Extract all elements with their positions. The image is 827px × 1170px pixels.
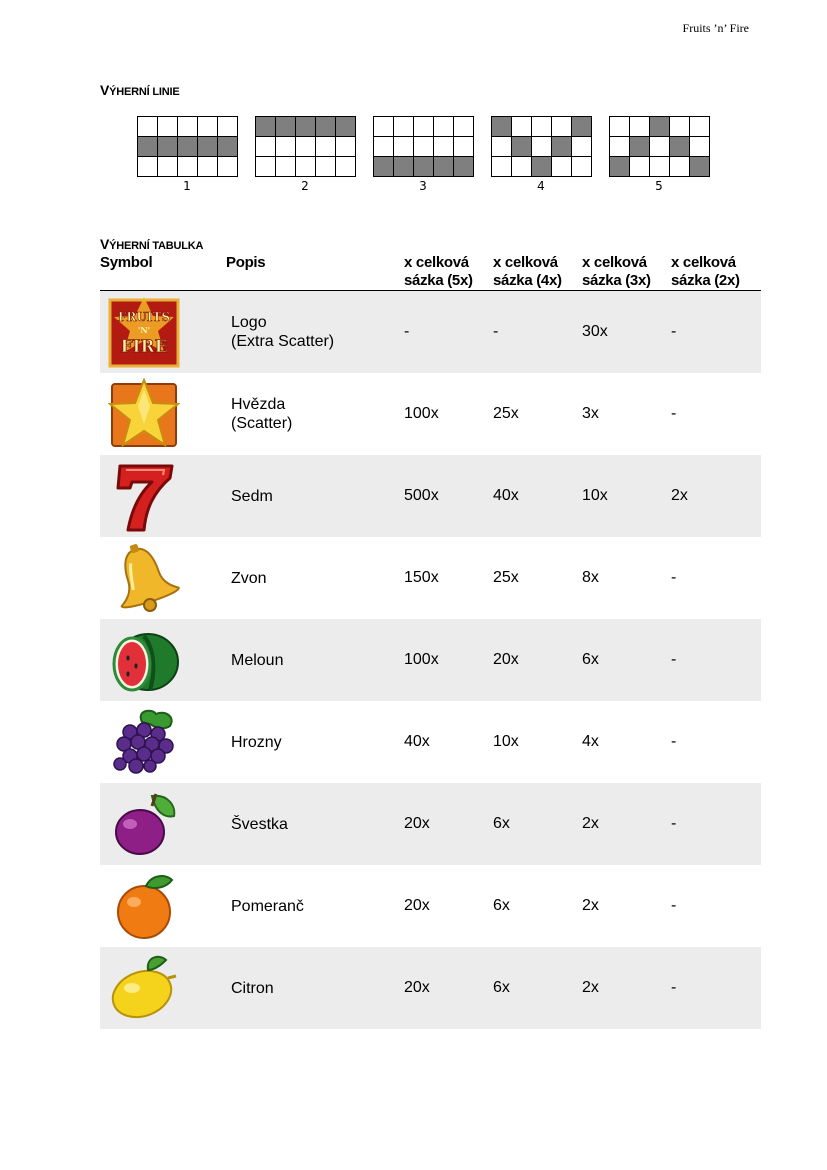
payline-cell-active xyxy=(492,117,512,137)
payline-cell-active xyxy=(316,117,336,137)
payout-4x-value: 10x xyxy=(493,733,519,750)
payline-cell xyxy=(158,157,178,177)
payline-cell xyxy=(374,137,394,157)
symbol-name: Sedm xyxy=(231,487,273,505)
symbol-name: Pomeranč xyxy=(231,897,304,915)
header-payout-2x xyxy=(671,254,740,290)
payline-cell xyxy=(276,137,296,157)
payout-2x-value: - xyxy=(671,733,677,750)
symbol-description xyxy=(231,455,273,537)
payline-cell-active xyxy=(178,137,198,157)
payout-3x-value: 8x xyxy=(582,569,599,586)
payline-grid xyxy=(491,116,592,177)
header-payout-3x-line1: x celková xyxy=(582,254,647,271)
payline-cell xyxy=(138,157,158,177)
payline-number: 1 xyxy=(183,179,191,193)
symbol-name: Citron xyxy=(231,979,274,997)
paytable-row xyxy=(100,619,761,701)
header-payout-3x xyxy=(582,254,651,290)
symbol-subtitle: (Extra Scatter) xyxy=(231,333,335,350)
header-payout-4x xyxy=(493,254,562,290)
paylines-diagram xyxy=(137,116,717,196)
payline-cell xyxy=(336,157,356,177)
header-payout-4x-line2: sázka (4x) xyxy=(493,272,562,289)
payout-5x-value: 20x xyxy=(404,979,430,996)
symbol-name: Zvon xyxy=(231,569,267,587)
paytable-rows xyxy=(100,291,761,1029)
payout-5x-value: 500x xyxy=(404,487,439,504)
payout-3x-value: 6x xyxy=(582,651,599,668)
payline-cell-active xyxy=(218,137,238,157)
paytable-row xyxy=(100,373,761,455)
payout-2x-value: - xyxy=(671,405,677,422)
payout-2x-value: - xyxy=(671,979,677,996)
payout-2x-value: - xyxy=(671,323,677,340)
paytable-row xyxy=(100,455,761,537)
payline-cell xyxy=(454,117,474,137)
payline-cell xyxy=(610,137,630,157)
payout-3x-value: 2x xyxy=(582,897,599,914)
payline-cell xyxy=(218,157,238,177)
paylines-title xyxy=(100,82,179,98)
payline-number: 4 xyxy=(537,179,545,193)
payline-cell-active xyxy=(374,157,394,177)
fruits-n-fire-logo-icon xyxy=(108,296,180,368)
payout-5x-value: - xyxy=(404,323,410,340)
payline-cell xyxy=(630,157,650,177)
payline-cell xyxy=(552,117,572,137)
payout-4x-value: 40x xyxy=(493,487,519,504)
payout-5x-value: 40x xyxy=(404,733,430,750)
payline-cell xyxy=(650,157,670,177)
symbol-name: Logo xyxy=(231,314,267,331)
payline-cell xyxy=(434,117,454,137)
paylines-title-rest: ÝHERNÍ LINIE xyxy=(109,86,180,98)
symbol-description xyxy=(231,619,283,701)
payline-cell xyxy=(492,137,512,157)
payline-cell xyxy=(178,117,198,137)
payout-5x-value: 100x xyxy=(404,651,439,668)
symbol-description xyxy=(231,373,292,455)
symbol-description xyxy=(231,783,288,865)
payout-2x-value: - xyxy=(671,815,677,832)
header-payout-5x-line1: x celková xyxy=(404,254,469,271)
payout-2x-value: 2x xyxy=(671,487,688,504)
symbol-description xyxy=(231,865,304,947)
payline-cell xyxy=(336,137,356,157)
payline-cell xyxy=(610,117,630,137)
payout-4x-value: 25x xyxy=(493,405,519,422)
payline-grid xyxy=(373,116,474,177)
document-header-title: Fruits ’n’ Fire xyxy=(682,21,749,35)
payline-cell xyxy=(512,157,532,177)
payline-cell-active xyxy=(532,157,552,177)
payline-2 xyxy=(255,116,355,193)
header-payout-2x-line2: sázka (2x) xyxy=(671,272,740,289)
payline-cell xyxy=(178,157,198,177)
payline-cell xyxy=(296,137,316,157)
paytable-title-rest: ÝHERNÍ TABULKA xyxy=(109,240,204,252)
payout-4x-value: 6x xyxy=(493,897,510,914)
payline-cell xyxy=(690,137,710,157)
seven-icon xyxy=(108,460,180,532)
payline-cell-active xyxy=(552,137,572,157)
bell-icon xyxy=(108,542,180,614)
symbol-description xyxy=(231,947,274,1029)
watermelon-icon xyxy=(108,624,180,696)
payout-3x-value: 30x xyxy=(582,323,608,340)
payline-cell xyxy=(532,117,552,137)
symbol-name: Hvězda xyxy=(231,396,286,413)
orange-icon xyxy=(108,870,180,942)
plum-icon xyxy=(108,788,180,860)
payout-3x-value: 4x xyxy=(582,733,599,750)
payline-cell-active xyxy=(158,137,178,157)
payout-3x-value: 3x xyxy=(582,405,599,422)
payline-cell xyxy=(316,157,336,177)
payline-cell-active xyxy=(138,137,158,157)
payline-cell xyxy=(256,157,276,177)
payout-2x-value: - xyxy=(671,897,677,914)
payline-grid xyxy=(255,116,356,177)
payline-cell xyxy=(572,157,592,177)
payout-5x-value: 100x xyxy=(404,405,439,422)
payline-grid xyxy=(137,116,238,177)
symbol-subtitle: (Scatter) xyxy=(231,415,293,432)
payline-cell xyxy=(256,137,276,157)
payline-cell xyxy=(454,137,474,157)
svg-text:FRUITS: FRUITS xyxy=(117,310,171,324)
payline-cell xyxy=(198,157,218,177)
symbol-description xyxy=(231,701,282,783)
payline-cell xyxy=(276,157,296,177)
svg-text:FIRE: FIRE xyxy=(120,337,168,357)
payline-cell-active xyxy=(198,137,218,157)
payout-3x-value: 2x xyxy=(582,979,599,996)
payline-cell xyxy=(670,117,690,137)
payline-1 xyxy=(137,116,237,193)
payline-cell xyxy=(532,137,552,157)
paytable-row xyxy=(100,701,761,783)
payline-cell xyxy=(414,137,434,157)
payline-cell-active xyxy=(276,117,296,137)
payline-number: 2 xyxy=(301,179,309,193)
symbol-name: Hrozny xyxy=(231,733,282,751)
payout-5x-value: 20x xyxy=(404,815,430,832)
header-payout-2x-line1: x celková xyxy=(671,254,736,271)
paytable-title-cap: V xyxy=(100,236,110,252)
payline-cell xyxy=(512,117,532,137)
payline-cell xyxy=(374,117,394,137)
payline-cell-active xyxy=(414,157,434,177)
payline-cell-active xyxy=(512,137,532,157)
payout-4x-value: - xyxy=(493,323,499,340)
lemon-icon xyxy=(108,952,180,1024)
star-icon xyxy=(108,378,180,450)
header-popis: Popis xyxy=(226,254,266,271)
payline-cell xyxy=(552,157,572,177)
header-payout-5x-line2: sázka (5x) xyxy=(404,272,473,289)
payline-cell xyxy=(572,137,592,157)
paytable-row xyxy=(100,947,761,1029)
payline-cell-active xyxy=(296,117,316,137)
payout-2x-value: - xyxy=(671,569,677,586)
payout-4x-value: 6x xyxy=(493,979,510,996)
paylines-title-cap: V xyxy=(100,82,110,98)
symbol-description xyxy=(231,537,267,619)
grapes-icon xyxy=(108,706,180,778)
symbol-description xyxy=(231,291,334,373)
symbol-name: Švestka xyxy=(231,815,288,833)
payout-5x-value: 20x xyxy=(404,897,430,914)
payout-4x-value: 20x xyxy=(493,651,519,668)
payline-cell xyxy=(434,137,454,157)
header-payout-5x xyxy=(404,254,473,290)
payline-cell xyxy=(650,137,670,157)
svg-text:'N': 'N' xyxy=(137,325,151,335)
payline-cell-active xyxy=(256,117,276,137)
payline-cell-active xyxy=(610,157,630,177)
payline-cell xyxy=(158,117,178,137)
header-payout-4x-line1: x celková xyxy=(493,254,558,271)
payline-cell xyxy=(492,157,512,177)
payline-cell xyxy=(198,117,218,137)
payline-cell xyxy=(690,117,710,137)
payline-cell-active xyxy=(572,117,592,137)
payline-5 xyxy=(609,116,709,193)
payline-cell xyxy=(296,157,316,177)
paytable-row xyxy=(100,537,761,619)
payline-cell xyxy=(316,137,336,157)
payline-cell xyxy=(394,117,414,137)
header-payout-3x-line2: sázka (3x) xyxy=(582,272,651,289)
paytable-row xyxy=(100,865,761,947)
payline-number: 5 xyxy=(655,179,663,193)
payline-cell-active xyxy=(650,117,670,137)
paytable-title xyxy=(100,236,203,252)
payout-5x-value: 150x xyxy=(404,569,439,586)
symbol-name: Meloun xyxy=(231,651,284,669)
payline-cell xyxy=(670,157,690,177)
payout-3x-value: 10x xyxy=(582,487,608,504)
header-symbol: Symbol xyxy=(100,254,153,271)
paytable-header xyxy=(100,254,761,291)
paytable-row xyxy=(100,783,761,865)
payline-cell-active xyxy=(690,157,710,177)
payline-4 xyxy=(491,116,591,193)
paytable-row xyxy=(100,291,761,373)
payout-4x-value: 6x xyxy=(493,815,510,832)
payline-cell xyxy=(218,117,238,137)
payline-cell-active xyxy=(434,157,454,177)
payline-cell-active xyxy=(670,137,690,157)
payline-cell-active xyxy=(630,137,650,157)
payline-cell xyxy=(394,137,414,157)
payout-4x-value: 25x xyxy=(493,569,519,586)
payline-grid xyxy=(609,116,710,177)
payline-cell xyxy=(630,117,650,137)
payline-cell-active xyxy=(394,157,414,177)
payline-number: 3 xyxy=(419,179,427,193)
payline-cell-active xyxy=(454,157,474,177)
payline-cell xyxy=(138,117,158,137)
payout-2x-value: - xyxy=(671,651,677,668)
payline-3 xyxy=(373,116,473,193)
payline-cell-active xyxy=(336,117,356,137)
payout-3x-value: 2x xyxy=(582,815,599,832)
payline-cell xyxy=(414,117,434,137)
